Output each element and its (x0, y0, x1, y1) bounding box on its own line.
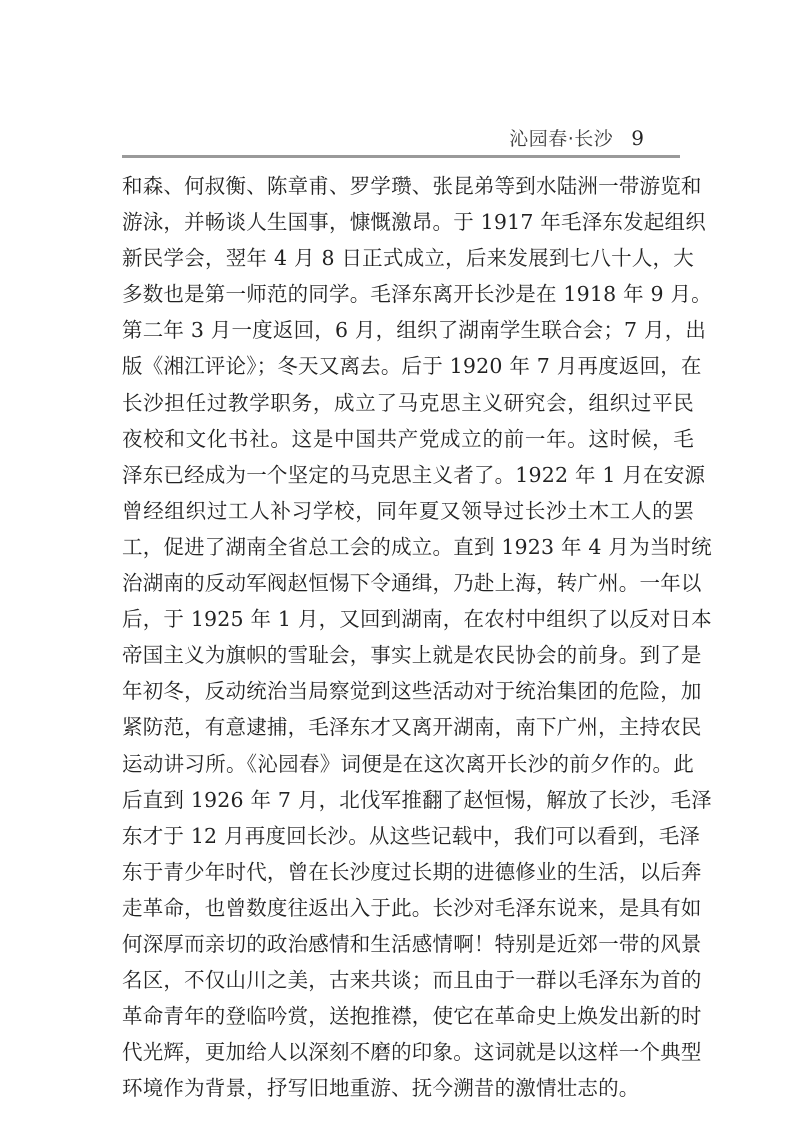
header-rule (122, 155, 680, 158)
running-title: 沁园春·长沙 (509, 128, 614, 150)
text-line: 长沙担任过教学职务，成立了马克思主义研究会，组织过平民 (122, 390, 694, 415)
text-line: 泽东已经成为一个坚定的马克思主义者了。1922 年 1 月在安源 (122, 462, 706, 487)
text-line: 年初冬，反动统治当局察觉到这些活动对于统治集团的危险，加 (122, 679, 702, 704)
text-line: 走革命，也曾数度往返出入于此。长沙对毛泽东说来，是具有如 (122, 895, 702, 920)
text-line: 名区，不仅山川之美，古来共谈；而且由于一群以毛泽东为首的 (122, 968, 702, 993)
text-line: 紧防范，有意逮捕，毛泽东才又离开湖南，南下广州，主持农民 (122, 715, 702, 740)
text-line: 代光辉，更加给人以深刻不磨的印象。这词就是以这样一个典型 (122, 1040, 702, 1065)
text-line: 工，促进了湖南全省总工会的成立。直到 1923 年 4 月为当时统 (122, 534, 712, 559)
text-line: 东于青少年时代，曾在长沙度过长期的进德修业的生活，以后奔 (122, 859, 702, 884)
text-line: 游泳，并畅谈人生国事，慷慨激昂。于 1917 年毛泽东发起组织 (122, 210, 706, 235)
body-text (122, 168, 712, 1106)
text-line: 环境作为背景，抒写旧地重游、抚今溯昔的激情壮志的。 (122, 1076, 640, 1101)
text-line: 和森、何叔衡、陈章甫、罗学瓒、张昆弟等到水陆洲一带游览和 (122, 174, 702, 198)
running-head (509, 124, 644, 150)
text-line: 东才于 12 月再度回长沙。从这些记载中，我们可以看到，毛泽 (122, 823, 701, 848)
text-line: 版《湘江评论》；冬天又离去。后于 1920 年 7 月再度返回，在 (122, 354, 702, 379)
text-line: 何深厚而亲切的政治感情和生活感情啊！特别是近郊一带的风景 (122, 931, 702, 956)
text-line: 多数也是第一师范的同学。毛泽东离开长沙是在 1918 年 9 月。 (122, 282, 712, 307)
text-line: 夜校和文化书社。这是中国共产党成立的前一年。这时候，毛 (122, 426, 694, 451)
text-line: 运动讲习所。《沁园春》词便是在这次离开长沙的前夕作的。此 (122, 751, 694, 776)
text-line: 后，于 1925 年 1 月，又回到湖南，在农村中组织了以反对日本 (122, 607, 712, 632)
text-line: 革命青年的登临吟赏，送抱推襟，使它在革命史上焕发出新的时 (122, 1004, 702, 1029)
text-line: 治湖南的反动军阀赵恒惕下令通缉，乃赴上海，转广州。一年以 (122, 571, 702, 596)
text-line: 第二年 3 月一度返回，6 月，组织了湖南学生联合会；7 月，出 (122, 318, 707, 343)
text-line: 后直到 1926 年 7 月，北伐军推翻了赵恒惕，解放了长沙，毛泽 (122, 787, 712, 812)
text-line: 曾经组织过工人补习学校，同年夏又领导过长沙土木工人的罢 (122, 498, 694, 523)
page-number: 9 (631, 126, 644, 150)
text-line: 新民学会，翌年 4 月 8 日正式成立，后来发展到七八十人，大 (122, 246, 694, 271)
text-line: 帝国主义为旗帜的雪耻会，事实上就是农民协会的前身。到了是 (122, 643, 702, 668)
